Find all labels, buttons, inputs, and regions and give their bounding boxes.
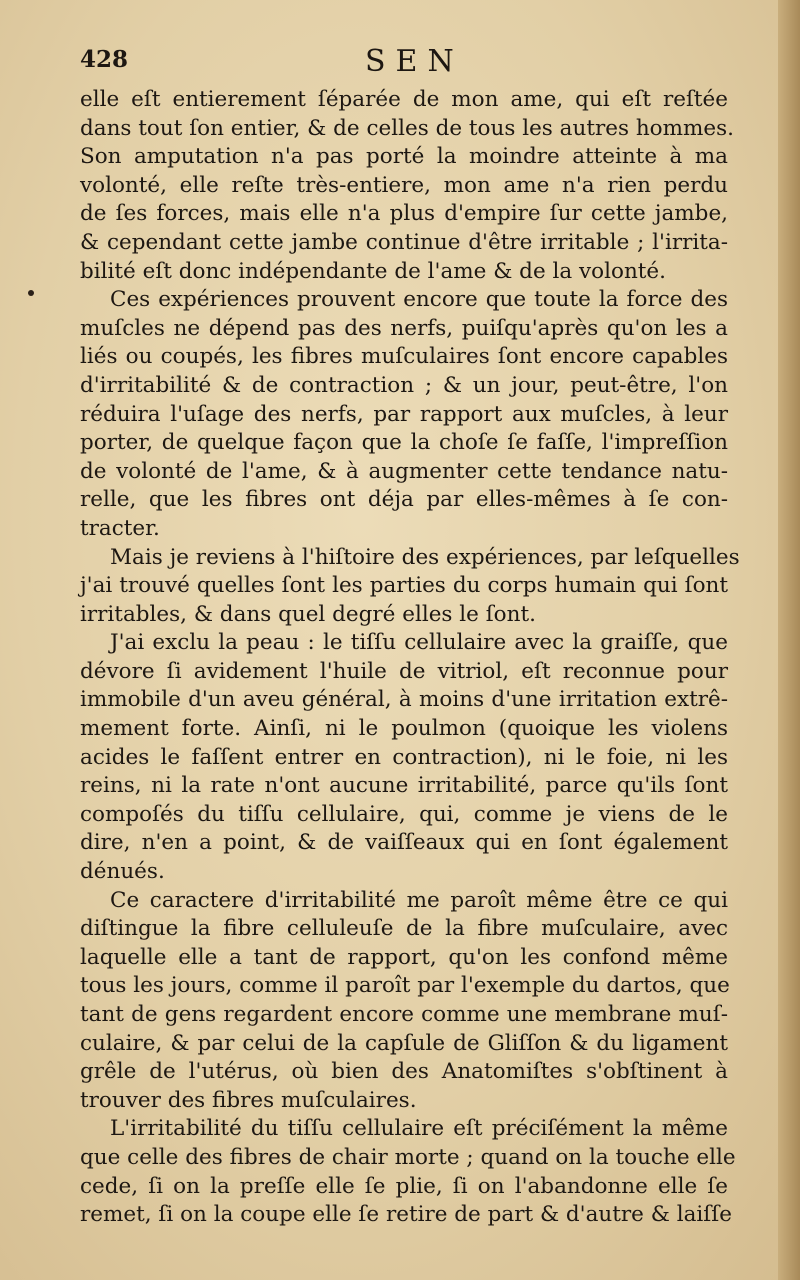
- text-line: tous les jours, comme il paroît par l'exemple du dartos, que: [80, 973, 730, 999]
- margin-dot: [28, 290, 34, 296]
- text-line: de volonté de l'ame, & à augmenter cette tendance natu-: [80, 458, 728, 484]
- text-line: porter, de quelque façon que la choſe ſe faſſe, l'impreſſion: [80, 430, 728, 456]
- text-line: laquelle elle a tant de rapport, qu'on les confond même: [80, 944, 728, 970]
- text-line: J'ai exclu la peau : le tiſſu cellulaire avec la graiſſe, que: [110, 630, 728, 656]
- text-line: Mais je reviens à l'hiſtoire des expériences, par leſquelles: [110, 544, 740, 570]
- text-line: relle, que les fibres ont déja par elles-mêmes à ſe con-: [80, 487, 728, 513]
- text-line: liés ou coupés, les fibres muſculaires ſont encore capables: [80, 344, 728, 370]
- paragraph: [80, 1115, 736, 1229]
- text-line: de ſes forces, mais elle n'a plus d'empire ſur cette jambe,: [80, 201, 728, 227]
- text-line: volonté, elle reſte très-entiere, mon ame n'a rien perdu: [80, 172, 728, 198]
- text-line: dire, n'en a point, & de vaiſſeaux qui en ſont également: [80, 830, 728, 856]
- text-line: compoſés du tiſſu cellulaire, qui, comme je viens de le: [80, 801, 728, 827]
- text-line: réduira l'uſage des nerfs, par rapport aux muſcles, à leur: [80, 401, 728, 427]
- text-line: muſcles ne dépend pas des nerfs, puiſqu'après qu'on les a: [80, 315, 728, 341]
- text-line: L'irritabilité du tiſſu cellulaire eſt préciſément la même: [110, 1116, 728, 1142]
- page-number: 428: [80, 46, 129, 73]
- text-line: Ce caractere d'irritabilité me paroît même être ce qui: [110, 887, 728, 913]
- text-line: que celle des fibres de chair morte ; quand on la touche elle: [80, 1144, 736, 1170]
- text-line: elle eſt entierement ſéparée de mon ame, qui eſt reſtée: [80, 87, 728, 112]
- text-line: immobile d'un aveu général, à moins d'une irritation extrê-: [80, 687, 728, 713]
- text-line: dévore ſi avidement l'huile de vitriol, eſt reconnue pour: [80, 658, 728, 684]
- paragraph: [80, 887, 728, 1116]
- paragraph: [80, 86, 734, 286]
- text-line: diſtingue la fibre celluleuſe de la fibre muſculaire, avec: [80, 916, 728, 942]
- paragraph: [80, 544, 740, 630]
- page-edge: [778, 0, 800, 1280]
- text-line: dans tout ſon entier, & de celles de tous les autres hommes.: [80, 115, 734, 141]
- text-line: remet, ſi on la coupe elle ſe retire de part & d'autre & laiſſe: [80, 1202, 732, 1228]
- text-line: trouver des fibres muſculaires.: [80, 1087, 417, 1113]
- text-line: j'ai trouvé quelles ſont les parties du corps humain qui ſont: [80, 573, 728, 599]
- text-line: grêle de l'utérus, où bien des Anatomiſtes s'obſtinent à: [80, 1059, 728, 1085]
- text-line: & cependant cette jambe continue d'être irritable ; l'irrita-: [80, 229, 728, 255]
- text-line: d'irritabilité & de contraction ; & un jour, peut-être, l'on: [80, 372, 728, 398]
- text-line: culaire, & par celui de la capſule de Gliſſon & du ligament: [80, 1030, 728, 1056]
- text-line: tant de gens regardent encore comme une membrane muſ-: [80, 1002, 728, 1027]
- paragraph: [80, 629, 728, 886]
- text-line: cede, ſi on la preſſe elle ſe plie, ſi on l'abandonne elle ſe: [80, 1173, 728, 1199]
- text-line: mement forte. Ainſi, ni le poulmon (quoique les violens: [80, 716, 728, 742]
- text-line: reins, ni la rate n'ont aucune irritabilité, parce qu'ils ſont: [80, 773, 728, 799]
- text-line: dénués.: [80, 859, 165, 885]
- text-line: Ces expériences prouvent encore que toute la force des: [110, 287, 728, 313]
- text-line: irritables, & dans quel degré elles le ſont.: [80, 601, 536, 627]
- text-line: bilité eſt donc indépendante de l'ame & de la volonté.: [80, 258, 666, 284]
- paragraph: [80, 286, 728, 543]
- text-line: tracter.: [80, 515, 160, 541]
- text-line: Son amputation n'a pas porté la moindre atteinte à ma: [80, 144, 728, 170]
- running-head: SEN: [365, 44, 464, 79]
- body-text: [80, 86, 740, 1230]
- text-line: acides le faſſent entrer en contraction), ni le foie, ni les: [80, 744, 728, 770]
- page-header: [80, 44, 730, 84]
